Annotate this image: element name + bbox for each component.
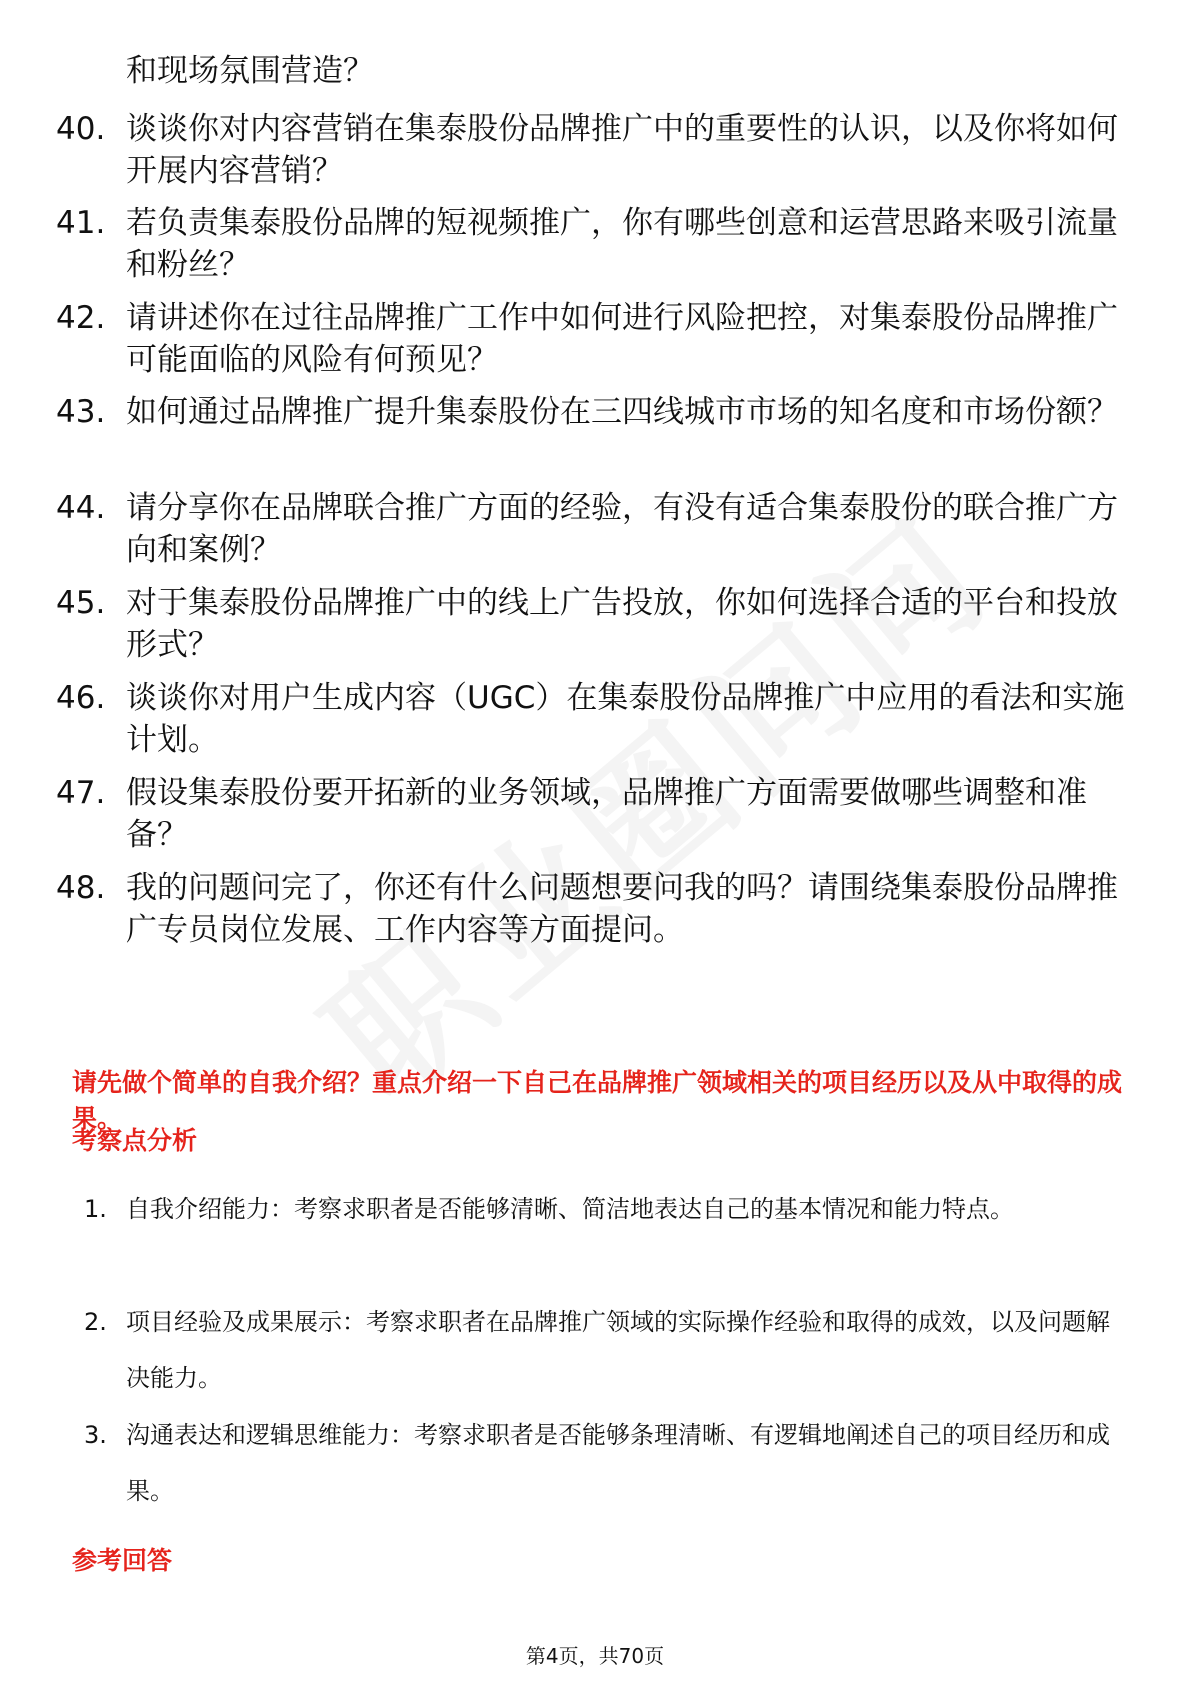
- analysis-number: 3.: [84, 1421, 107, 1449]
- featured-question: 请先做个简单的自我介绍？重点介绍一下自己在品牌推广领域相关的项目经历以及从中取得的成果。: [72, 1068, 1123, 1133]
- question-text: 请分享你在品牌联合推广方面的经验，有没有适合集泰股份的联合推广方向和案例？: [126, 490, 1118, 568]
- question-number: 45.: [56, 585, 106, 621]
- question-text: 如何通过品牌推广提升集泰股份在三四线城市市场的知名度和市场份额？: [126, 394, 1118, 430]
- analysis-number: 1.: [84, 1195, 107, 1223]
- reference-answer-title: 参考回答: [72, 1546, 173, 1575]
- question-text: 我的问题问完了，你还有什么问题想要问我的吗？请围绕集泰股份品牌推广专员岗位发展、工作内容等方面提问。: [126, 870, 1118, 948]
- question-continuation: 和现场氛围营造？: [126, 53, 374, 89]
- question-number: 48.: [56, 870, 106, 906]
- question-number: 42.: [56, 300, 106, 336]
- question-text: 请讲述你在过往品牌推广工作中如何进行风险把控，对集泰股份品牌推广可能面临的风险有何预见？: [126, 300, 1118, 378]
- analysis-text: 项目经验及成果展示：考察求职者在品牌推广领域的实际操作经验和取得的成效，以及问题解决能力。: [126, 1308, 1110, 1392]
- question-text: 若负责集泰股份品牌的短视频推广，你有哪些创意和运营思路来吸引流量和粉丝？: [126, 205, 1118, 283]
- question-number: 43.: [56, 394, 106, 430]
- analysis-text: 自我介绍能力：考察求职者是否能够清晰、简洁地表达自己的基本情况和能力特点。: [126, 1195, 1014, 1223]
- question-number: 44.: [56, 490, 106, 526]
- page-footer: 第4页，共70页: [525, 1644, 665, 1668]
- question-number: 40.: [56, 111, 106, 147]
- question-number: 41.: [56, 205, 106, 241]
- analysis-text: 沟通表达和逻辑思维能力：考察求职者是否能够条理清晰、有逻辑地阐述自己的项目经历和成果。: [126, 1421, 1110, 1505]
- question-text: 谈谈你对内容营销在集泰股份品牌推广中的重要性的认识，以及你将如何开展内容营销？: [126, 111, 1118, 189]
- question-text: 对于集泰股份品牌推广中的线上广告投放，你如何选择合适的平台和投放形式？: [126, 585, 1118, 663]
- question-text: 假设集泰股份要开拓新的业务领域，品牌推广方面需要做哪些调整和准备？: [126, 775, 1087, 853]
- analysis-number: 2.: [84, 1308, 107, 1336]
- analysis-title: 考察点分析: [72, 1126, 198, 1155]
- question-number: 46.: [56, 680, 106, 716]
- question-text: 谈谈你对用户生成内容（UGC）在集泰股份品牌推广中应用的看法和实施计划。: [126, 680, 1125, 758]
- question-number: 47.: [56, 775, 106, 811]
